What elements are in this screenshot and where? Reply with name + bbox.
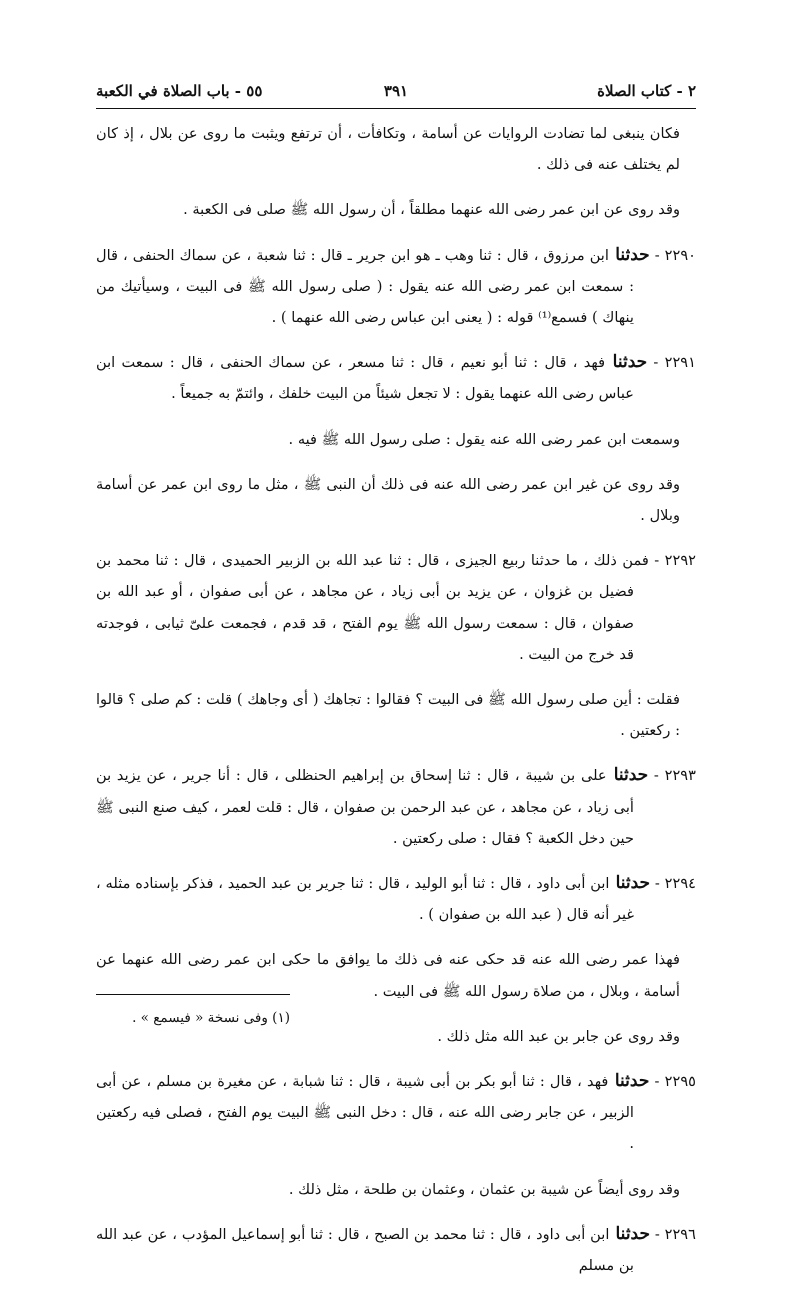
paragraph-text: وقد روى عن جابر بن عبد الله مثل ذلك . — [437, 1027, 680, 1045]
haddathana-word: حدثنا — [609, 1223, 650, 1244]
hadith-paragraph — [96, 545, 696, 670]
commentary-paragraph — [96, 118, 696, 180]
page-number: ٣٩١ — [383, 82, 409, 100]
hadith-paragraph — [96, 1219, 696, 1281]
paragraph-text: فمن ذلك ، ما حدثنا ربيع الجيزى ، قال : ثنا عبد الله بن الزبير الحميدى ، قال : ثنا محمد بن فضيل بن غزوان ، عن يزيد بن أبى زياد ، عن مجاهد ، عن أبى صفوان ، أو عبد الله بن صفوان ، قال : سمعت رسول الله ﷺ يوم الفتح ، قد قدم ، فجمعت علىّ ثيابى ، فوجدته قد خرج من البيت . — [96, 552, 649, 663]
page-body — [96, 118, 696, 1295]
paragraph-text: وسمعت ابن عمر رضى الله عنه يقول : صلى رسول الله ﷺ فيه . — [288, 430, 680, 448]
hadith-paragraph — [96, 868, 696, 930]
haddathana-word: حدثنا — [608, 1071, 650, 1092]
commentary-paragraph — [96, 469, 696, 531]
commentary-paragraph — [96, 424, 696, 455]
footnote-rule — [96, 994, 290, 995]
hadith-paragraph — [96, 347, 696, 409]
commentary-paragraph — [96, 1174, 696, 1205]
hadith-number: ٢٢٩٦ - — [649, 1225, 696, 1243]
paragraph-text: على بن شيبة ، قال : ثنا إسحاق بن إبراهيم الحنظلى ، قال : أنا جرير ، عن يزيد بن أبى زياد ، عن مجاهد ، عن عبد الرحمن بن صفوان ، قال : قلت لعمر ، كيف صنع النبى ﷺ حين دخل الكعبة ؟ فقال : صلى ركعتين . — [96, 767, 634, 847]
haddathana-word: حدثنا — [608, 244, 650, 265]
haddathana-word: حدثنا — [605, 352, 648, 373]
hadith-number: ٢٢٩٣ - — [648, 767, 696, 785]
hadith-number: ٢٢٩٠ - — [649, 246, 696, 264]
paragraph-text: فكان ينبغى لما تضادت الروايات عن أسامة ، وتكافأت ، أن ترتفع ويثبت ما روى عن بلال ، إذ كان لم يختلف عنه فى ذلك . — [96, 125, 680, 174]
footnote: (١) وفى نسخة « فيسمع » . — [132, 1010, 290, 1026]
haddathana-word: حدثنا — [609, 873, 651, 894]
hadith-number: ٢٢٩٥ - — [649, 1073, 696, 1091]
paragraph-text: وقد روى عن غير ابن عمر رضى الله عنه فى ذلك أن النبى ﷺ ، مثل ما روى ابن عمر عن أسامة وبلال . — [96, 475, 680, 525]
paragraph-text: فقلت : أين صلى رسول الله ﷺ فى البيت ؟ فقالوا : تجاهك ( أى وجاهك ) قلت : كم صلى ؟ قالوا : ركعتين . — [96, 691, 680, 740]
book-page — [96, 78, 697, 1275]
header-book-title: ٢ - كتاب الصلاة — [597, 82, 696, 100]
header-chapter-title: ٥٥ - باب الصلاة في الكعبة — [96, 82, 263, 100]
commentary-paragraph — [96, 944, 696, 1006]
hadith-paragraph — [96, 1066, 696, 1160]
running-header — [96, 78, 696, 109]
hadith-number: ٢٢٩٤ - — [650, 875, 696, 893]
commentary-paragraph — [96, 194, 696, 225]
hadith-paragraph — [96, 760, 696, 854]
paragraph-text: فهد ، قال : ثنا أبو نعيم ، قال : ثنا مسعر ، عن سماك الحنفى ، قال : سمعت ابن عباس رضى الله عنهما يقول : لا تجعل شيئاً من البيت خلفك ، وائتمّ به جميعاً . — [96, 354, 634, 403]
paragraph-text: ابن أبى داود ، قال : ثنا أبو الوليد ، قال : ثنا جرير بن عبد الحميد ، فذكر بإسناده مثله ، غير أنه قال ( عبد الله بن صفوان ) . — [96, 875, 634, 924]
paragraph-text: ابن مرزوق ، قال : ثنا وهب ـ هو ابن جرير ـ قال : ثنا شعبة ، عن سماك الحنفى ، قال : سمعت ابن عمر رضى الله عنه يقول : ( صلى رسول الله ﷺ فى البيت ، وسيأتيك من ينهاك ) فسمع⁽¹⁾ قوله : ( يعنى ابن عباس رضى الله عنهما ) . — [96, 246, 634, 327]
paragraph-text: فهد ، قال : ثنا أبو بكر بن أبى شيبة ، قال : ثنا شبابة ، عن مغيرة بن مسلم ، عن أبى الزبير ، عن جابر رضى الله عنه ، قال : دخل النبى ﷺ البيت يوم الفتح ، فصلى فيه ركعتين . — [96, 1073, 634, 1153]
paragraph-text: ابن أبى داود ، قال : ثنا محمد بن الصبح ، قال : ثنا أبو إسماعيل المؤدب ، عن عبد الله بن مسلم — [96, 1225, 634, 1275]
commentary-paragraph — [96, 684, 696, 746]
hadith-paragraph — [96, 240, 696, 334]
haddathana-word: حدثنا — [606, 765, 649, 786]
hadith-number: ٢٢٩٢ - — [648, 552, 697, 570]
paragraph-text: وقد روى أيضاً عن شيبة بن عثمان ، وعثمان بن طلحة ، مثل ذلك . — [288, 1180, 680, 1198]
paragraph-text: وقد روى عن ابن عمر رضى الله عنهما مطلقاً ، أن رسول الله ﷺ صلى فى الكعبة . — [183, 201, 680, 219]
hadith-number: ٢٢٩١ - — [647, 354, 696, 372]
paragraph-text: فهذا عمر رضى الله عنه قد حكى عنه فى ذلك ما يوافق ما حكى ابن عمر رضى الله عنهما عن أسامة ، وبلال ، من صلاة رسول الله ﷺ فى البيت . — [96, 951, 680, 1000]
